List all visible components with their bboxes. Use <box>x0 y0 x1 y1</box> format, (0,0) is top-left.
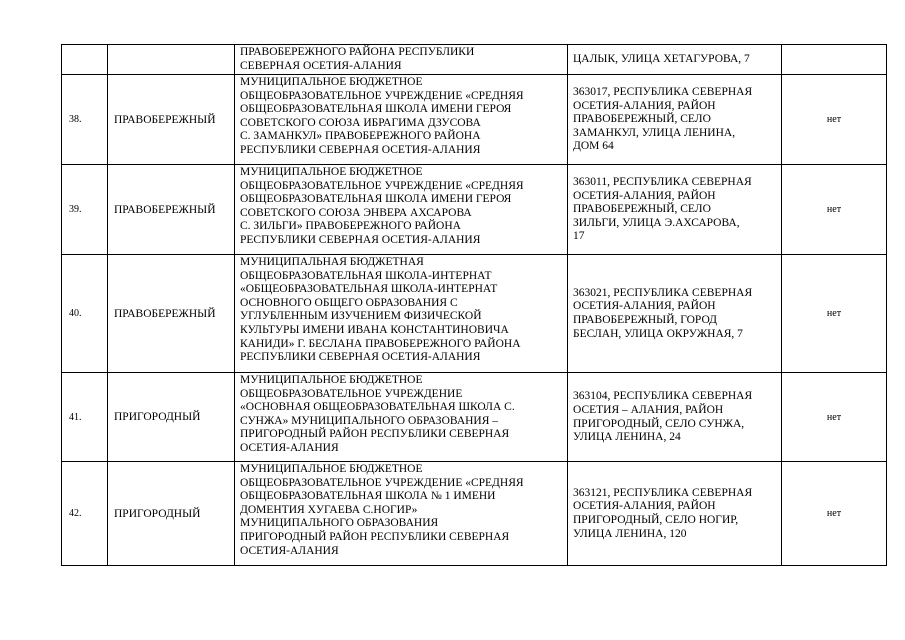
district-cell: ПРИГОРОДНЫЙ <box>108 462 235 566</box>
school-name-line: ОБЩЕОБРАЗОВАТЕЛЬНАЯ ШКОЛА № 1 ИМЕНИ <box>240 490 496 503</box>
school-name-line: СУНЖА» МУНИЦИПАЛЬНОГО ОБРАЗОВАНИЯ – <box>240 414 499 427</box>
school-name-line: ДОМЕНТИЯ ХУГАЕВА С.НОГИР» <box>240 503 418 516</box>
row-number: 42. <box>62 462 108 566</box>
address-line: 363017, РЕСПУБЛИКА СЕВЕРНАЯ <box>573 86 753 99</box>
school-name-line: ПРИГОРОДНЫЙ РАЙОН РЕСПУБЛИКИ СЕВЕРНАЯ <box>240 530 510 543</box>
school-name-cell <box>235 255 568 373</box>
address-line: ОСЕТИЯ-АЛАНИЯ, РАЙОН <box>573 99 716 112</box>
district-cell: ПРАВОБЕРЕЖНЫЙ <box>108 75 235 165</box>
school-name-line: СОВЕТСКОГО СОЮЗА ЭНВЕРА АХСАРОВА <box>240 206 472 219</box>
school-name-line: РЕСПУБЛИКИ СЕВЕРНАЯ ОСЕТИЯ-АЛАНИЯ <box>240 143 481 156</box>
address-cell <box>568 255 782 373</box>
school-name-line: С. ЗАМАНКУЛ» ПРАВОБЕРЕЖНОГО РАЙОНА <box>240 130 481 143</box>
school-name-line: С. ЗИЛЬГИ» ПРАВОБЕРЕЖНОГО РАЙОНА <box>240 220 461 233</box>
school-name-line: СЕВЕРНАЯ ОСЕТИЯ-АЛАНИЯ <box>240 59 402 72</box>
row-number: 39. <box>62 165 108 255</box>
school-name-line: МУНИЦИПАЛЬНОЕ БЮДЖЕТНОЕ <box>240 76 423 88</box>
address-line: ОСЕТИЯ-АЛАНИЯ, РАЙОН <box>573 500 716 513</box>
school-name-line: МУНИЦИПАЛЬНОЕ БЮДЖЕТНОЕ <box>240 463 423 475</box>
address-cell <box>568 462 782 566</box>
address-line: ЗАМАНКУЛ, УЛИЦА ЛЕНИНА, <box>573 126 736 139</box>
school-name-cell <box>235 462 568 566</box>
address-line: ПРАВОБЕРЕЖНЫЙ, ГОРОД <box>573 314 718 326</box>
school-name-line: УГЛУБЛЕННЫМ ИЗУЧЕНИЕМ ФИЗИЧЕСКОЙ <box>240 310 482 323</box>
address-line: 363121, РЕСПУБЛИКА СЕВЕРНАЯ <box>573 486 753 499</box>
schools-table <box>61 44 887 566</box>
address-line: ПРИГОРОДНЫЙ, СЕЛО СУНЖА, <box>573 417 745 430</box>
flag-cell <box>782 45 887 75</box>
address-line: ЦАЛЫК, УЛИЦА ХЕТАГУРОВА, 7 <box>573 53 750 66</box>
row-number: 41. <box>62 373 108 462</box>
school-name-line: МУНИЦИПАЛЬНОЕ БЮДЖЕТНОЕ <box>240 374 423 386</box>
school-name-line: ОБЩЕОБРАЗОВАТЕЛЬНОЕ УЧРЕЖДЕНИЕ «СРЕДНЯЯ <box>240 89 524 102</box>
address-line: 363104, РЕСПУБЛИКА СЕВЕРНАЯ <box>573 390 753 403</box>
school-name-line: МУНИЦИПАЛЬНАЯ БЮДЖЕТНАЯ <box>240 256 424 268</box>
school-name-line: КАНИДИ» Г. БЕСЛАНА ПРАВОБЕРЕЖНОГО РАЙОНА <box>240 337 521 350</box>
schools-table-body <box>62 45 887 566</box>
address-cell <box>568 165 782 255</box>
district-cell: ПРАВОБЕРЕЖНЫЙ <box>108 255 235 373</box>
school-name-line: «ОБЩЕОБРАЗОВАТЕЛЬНАЯ ШКОЛА-ИНТЕРНАТ <box>240 283 498 296</box>
address-line: 363011, РЕСПУБЛИКА СЕВЕРНАЯ <box>573 176 752 189</box>
address-line: ДОМ 64 <box>573 140 614 153</box>
address-line: ОСЕТИЯ – АЛАНИЯ, РАЙОН <box>573 403 724 416</box>
district-cell: ПРИГОРОДНЫЙ <box>108 373 235 462</box>
address-cell <box>568 373 782 462</box>
table-row <box>62 75 887 165</box>
flag-cell: нет <box>782 373 887 462</box>
address-line: ПРАВОБЕРЕЖНЫЙ, СЕЛО <box>573 113 711 126</box>
row-number: 38. <box>62 75 108 165</box>
flag-cell: нет <box>782 255 887 373</box>
school-name-line: ОБЩЕОБРАЗОВАТЕЛЬНАЯ ШКОЛА ИМЕНИ ГЕРОЯ <box>240 193 512 206</box>
flag-cell: нет <box>782 462 887 566</box>
address-line: ОСЕТИЯ-АЛАНИЯ, РАЙОН <box>573 189 716 202</box>
address-line: 17 <box>573 230 585 243</box>
school-name-line: ОБЩЕОБРАЗОВАТЕЛЬНАЯ ШКОЛА ИМЕНИ ГЕРОЯ <box>240 103 512 116</box>
school-name-line: ОБЩЕОБРАЗОВАТЕЛЬНОЕ УЧРЕЖДЕНИЕ «СРЕДНЯЯ <box>240 476 524 489</box>
table-row <box>62 165 887 255</box>
address-line: ПРАВОБЕРЕЖНЫЙ, СЕЛО <box>573 203 711 216</box>
address-line: ОСЕТИЯ-АЛАНИЯ, РАЙОН <box>573 300 716 313</box>
address-line: УЛИЦА ЛЕНИНА, 120 <box>573 527 687 540</box>
school-name-line: «ОСНОВНАЯ ОБЩЕОБРАЗОВАТЕЛЬНАЯ ШКОЛА С. <box>240 401 515 414</box>
address-line: 363021, РЕСПУБЛИКА СЕВЕРНАЯ <box>573 286 753 299</box>
school-name-line: ОБЩЕОБРАЗОВАТЕЛЬНОЕ УЧРЕЖДЕНИЕ «СРЕДНЯЯ <box>240 179 524 192</box>
address-line: ПРИГОРОДНЫЙ, СЕЛО НОГИР, <box>573 514 739 526</box>
school-name-cell <box>235 373 568 462</box>
row-number <box>62 45 108 75</box>
school-name-line: МУНИЦИПАЛЬНОЕ БЮДЖЕТНОЕ <box>240 166 423 178</box>
school-name-line: ПРИГОРОДНЫЙ РАЙОН РЕСПУБЛИКИ СЕВЕРНАЯ <box>240 428 510 441</box>
school-name-cell <box>235 165 568 255</box>
flag-cell: нет <box>782 165 887 255</box>
table-row <box>62 45 887 75</box>
school-name-line: РЕСПУБЛИКИ СЕВЕРНАЯ ОСЕТИЯ-АЛАНИЯ <box>240 233 481 246</box>
school-name-line: РЕСПУБЛИКИ СЕВЕРНАЯ ОСЕТИЯ-АЛАНИЯ <box>240 351 481 364</box>
school-name-line: ПРАВОБЕРЕЖНОГО РАЙОНА РЕСПУБЛИКИ <box>240 46 475 58</box>
school-name-line: МУНИЦИПАЛЬНОГО ОБРАЗОВАНИЯ <box>240 517 439 530</box>
address-line: ЗИЛЬГИ, УЛИЦА Э.АХСАРОВА, <box>573 216 740 229</box>
district-cell <box>108 45 235 75</box>
school-name-line: ОСНОВНОГО ОБЩЕГО ОБРАЗОВАНИЯ С <box>240 296 458 309</box>
school-name-line: КУЛЬТУРЫ ИМЕНИ ИВАНА КОНСТАНТИНОВИЧА <box>240 323 509 336</box>
table-row <box>62 255 887 373</box>
school-name-line: ОСЕТИЯ-АЛАНИЯ <box>240 441 339 454</box>
address-line: БЕСЛАН, УЛИЦА ОКРУЖНАЯ, 7 <box>573 327 743 340</box>
school-name-line: ОБЩЕОБРАЗОВАТЕЛЬНОЕ УЧРЕЖДЕНИЕ <box>240 387 463 400</box>
table-row <box>62 373 887 462</box>
district-cell: ПРАВОБЕРЕЖНЫЙ <box>108 165 235 255</box>
school-name-line: ОСЕТИЯ-АЛАНИЯ <box>240 544 339 557</box>
address-line: УЛИЦА ЛЕНИНА, 24 <box>573 431 681 444</box>
school-name-line: ОБЩЕОБРАЗОВАТЕЛЬНАЯ ШКОЛА-ИНТЕРНАТ <box>240 269 492 282</box>
address-cell <box>568 45 782 75</box>
row-number: 40. <box>62 255 108 373</box>
school-name-line: СОВЕТСКОГО СОЮЗА ИБРАГИМА ДЗУСОВА <box>240 116 481 129</box>
table-row <box>62 462 887 566</box>
address-cell <box>568 75 782 165</box>
school-name-cell <box>235 45 568 75</box>
flag-cell: нет <box>782 75 887 165</box>
school-name-cell <box>235 75 568 165</box>
